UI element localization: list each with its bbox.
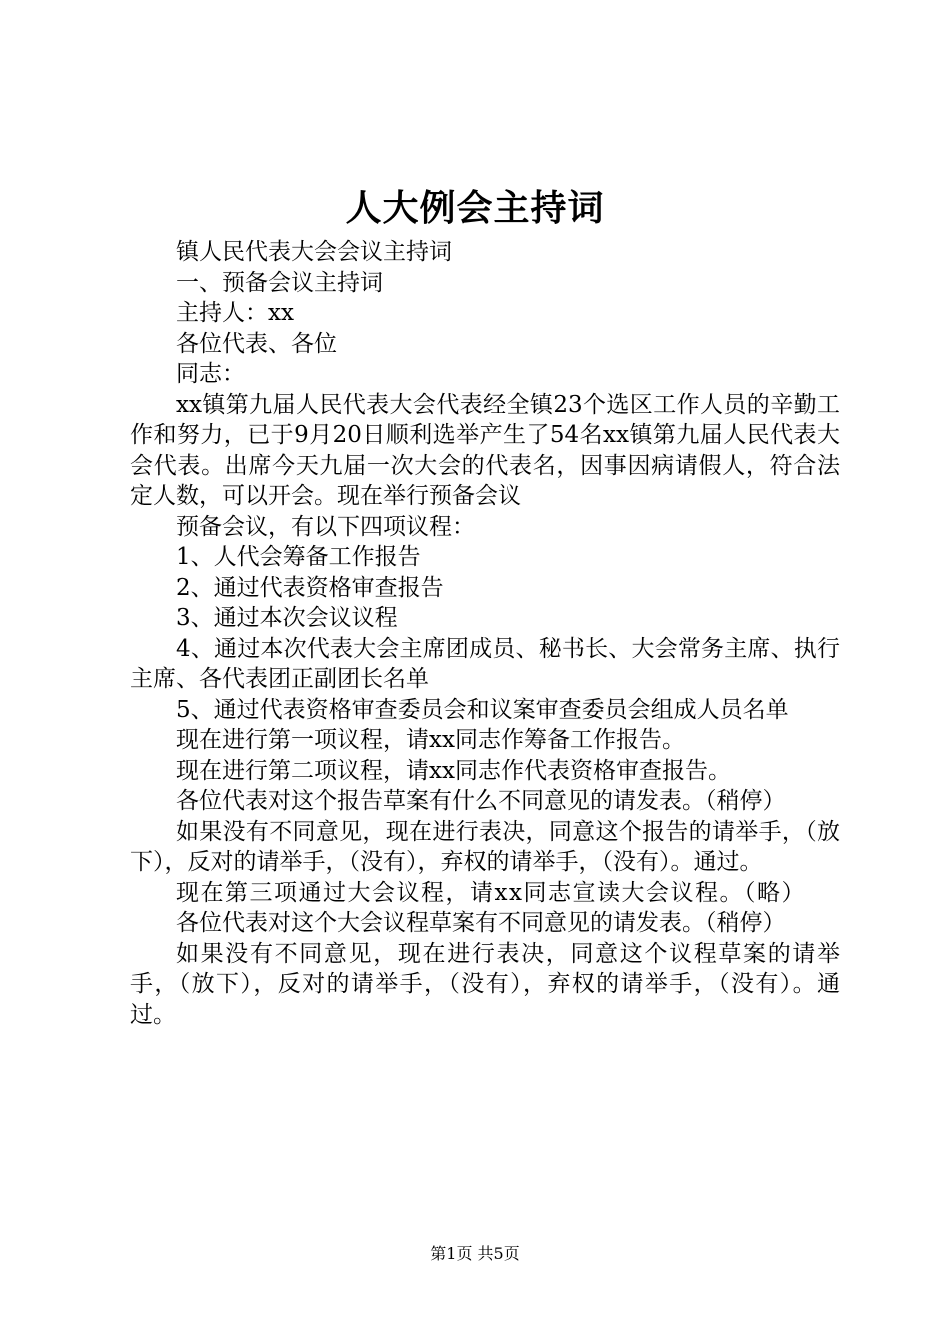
document-title: 人大例会主持词 — [345, 187, 605, 229]
agenda-item-2: 2、通过代表资格审查报告 — [176, 574, 444, 601]
paragraph-item-two: 现在进行第二项议程，请xx同志作代表资格审查报告。 — [176, 757, 731, 784]
paragraph-greeting: 各位代表、各位 — [176, 330, 337, 357]
agenda-item-3: 3、通过本次会议议程 — [176, 605, 398, 631]
paragraph-section-heading: 一、预备会议主持词 — [176, 269, 383, 296]
agenda-item-4: 4、通过本次代表大会主席团成员、秘书长、大会常务主席、执行主席、各代表团正副团长名单 — [130, 635, 840, 692]
paragraph-agenda-vote: 如果没有不同意见，现在进行表决，同意这个议程草案的请举手，（放下），反对的请举手，（没有），弃权的请举手，（没有）。通过。 — [130, 940, 840, 1028]
paragraph-report-opinions: 各位代表对这个报告草案有什么不同意见的请发表。（稍停） — [176, 788, 786, 814]
paragraph-report-vote: 如果没有不同意见，现在进行表决，同意这个报告的请举手，（放下），反对的请举手，（没有），弃权的请举手，（没有）。通过。 — [130, 818, 840, 875]
paragraph-opening: xx镇第九届人民代表大会代表经全镇23个选区工作人员的辛勤工作和努力，已于9月20日顺利选举产生了54名xx镇第九届人民代表大会代表。出席今天九届一次大会的代表名，因事因病请假人，符合法定人数，可以开会。现在举行预备会议 — [130, 391, 840, 509]
document-body — [130, 237, 840, 1030]
paragraph-item-one: 现在进行第一项议程，请xx同志作筹备工作报告。 — [176, 727, 685, 753]
page-footer: 第1页 共5页 — [430, 1244, 520, 1263]
paragraph-greeting-cont: 同志： — [176, 361, 245, 387]
paragraph-host: 主持人：xx — [176, 300, 294, 326]
paragraph-agenda-opinions: 各位代表对这个大会议程草案有不同意见的请发表。（稍停） — [176, 910, 786, 936]
agenda-item-5: 5、通过代表资格审查委员会和议案审查委员会组成人员名单 — [176, 696, 789, 723]
paragraph-item-three: 现在第三项通过大会议程，请xx同志宣读大会议程。（略） — [176, 879, 806, 906]
paragraph-subtitle: 镇人民代表大会会议主持词 — [176, 239, 452, 265]
paragraph-agenda-intro: 预备会议，有以下四项议程： — [176, 513, 475, 540]
agenda-item-1: 1、人代会筹备工作报告 — [176, 544, 421, 570]
